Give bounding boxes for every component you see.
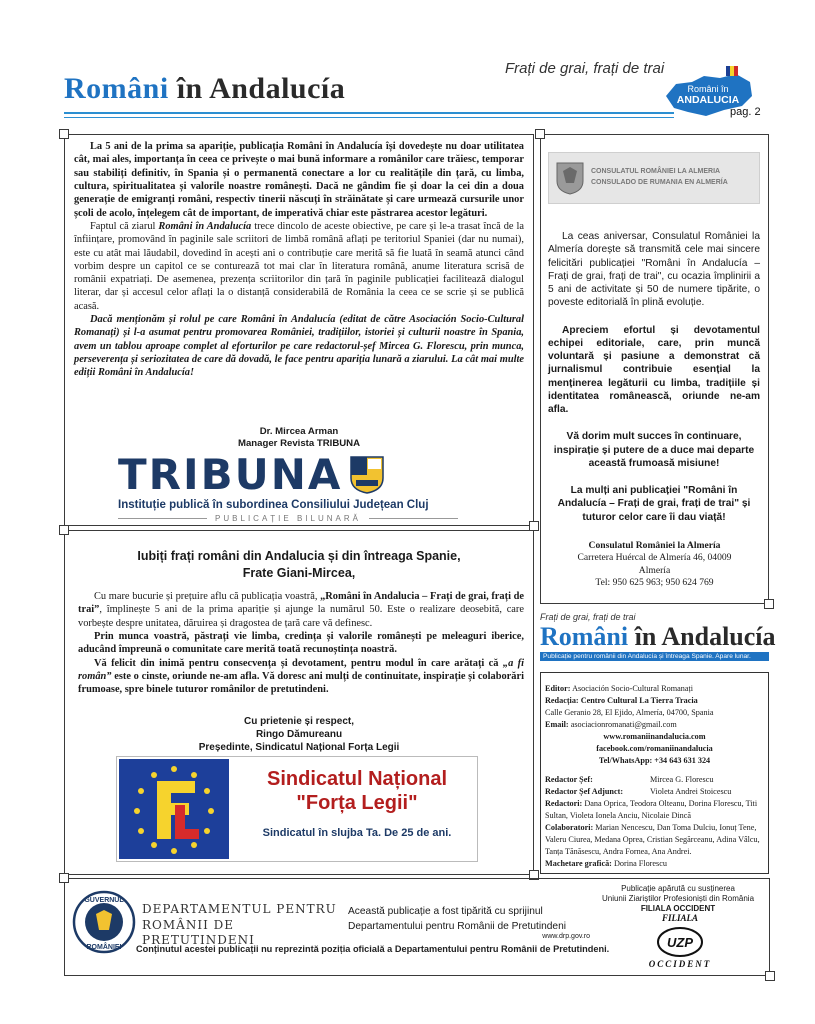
uzp-line1: Publicație apărută cu susținerea xyxy=(621,884,735,893)
sindicat-line1: Sindicatul Național xyxy=(266,768,448,790)
tribuna-p2-em: Români în Andalucía xyxy=(158,220,252,232)
staff-email xyxy=(545,719,764,731)
consulate-sig3: Almería xyxy=(638,564,671,576)
footer-support1: Această publicație a fost tipărită cu sprijinul xyxy=(348,906,543,917)
consulate-text xyxy=(548,230,760,524)
staff-sef-label: Redactor Șef: xyxy=(545,774,593,784)
staff-redactia-label: Redacția: xyxy=(545,695,579,705)
dept-title xyxy=(142,902,342,949)
seal-bottom-text: ROMÂNIEI xyxy=(86,944,122,951)
uzp-logo-bottom: OCCIDENT xyxy=(648,959,712,969)
masthead-title-a: Români xyxy=(540,622,629,651)
sindicat-banner xyxy=(116,756,478,862)
ringo-sig-name: Ringo Dămureanu xyxy=(255,729,343,740)
brand-logo-romani: Români xyxy=(64,72,169,105)
staff-machetare xyxy=(545,858,764,870)
staff-editor-value: Asociación Socio-Cultural Romanați xyxy=(570,684,694,693)
ringo-letter-text xyxy=(78,590,524,697)
staff-email-label: Email: xyxy=(545,719,569,729)
masthead-title xyxy=(540,622,776,652)
ringo-signature xyxy=(64,715,534,754)
tribuna-p2 xyxy=(74,220,524,313)
consulate-p4: La mulți ani publicației "Români în Andalucía – Frați de grai, frați de trai" și tuturor celor care îi dau viață! xyxy=(557,485,751,523)
uzp-line3: FILIALA OCCIDENT xyxy=(640,904,716,913)
page-number: pag. 2 xyxy=(730,106,761,118)
consulate-banner-line1: CONSULATUL ROMÂNIEI LA ALMERIA xyxy=(591,168,721,175)
footer-uzp xyxy=(590,884,766,914)
ringo-closing: Cu prietenie și respect, xyxy=(243,716,355,727)
ringo-title-line1: Iubiți frați români din Andalucia și din întreaga Spanie, xyxy=(137,549,461,563)
tribuna-rule-left xyxy=(118,518,207,519)
staff-sef-value: Mircea G. Florescu xyxy=(650,774,714,784)
ringo-letter-title xyxy=(74,548,524,581)
consulate-sig2: Carretera Huércal de Almería 46, 04009 xyxy=(577,552,732,564)
staff-machetare-value: Dorina Florescu xyxy=(611,858,667,868)
staff-redactori-label: Redactori: xyxy=(545,798,583,808)
consulate-p3: Vă dorim mult succes în continuare, inspirație și putere de a duce mai departe această frumoasă misiune! xyxy=(553,431,755,469)
staff-redactori xyxy=(545,798,764,822)
romanian-government-seal-icon xyxy=(72,890,136,954)
tribuna-p1: La 5 ani de la prima sa apariție, publicația Români în Andalucía își dovedește nu doar utilitatea cât, mai ales, importanța în ceea ce privește o mai bună informare a românilor care trăiesc, temporar sau stabiliți definitiv, în Spania și o permanentă conectare a lor cu realitățile din țară, cu limba, cultura, spiritualitatea și valorile noastre românești. Dacă ne gândim fie și doar la cei din a doua generație de emigranți români, respectiv tinerii născuți în străinătate și care urmează cursurile unor școli de acolo, înțelegem cât de important, de imperativă chiar este păstrarea acestor legături. xyxy=(74,141,524,219)
cluj-coat-of-arms-icon xyxy=(350,456,384,494)
badge-line1: Români în xyxy=(687,84,729,94)
staff-colaboratori-label: Colaboratori: xyxy=(545,822,594,832)
ringo-sig-role: Președinte, Sindicatul Național Forța Legii xyxy=(198,742,400,753)
staff-redactia-value: Centro Cultural La Tierra Tracia xyxy=(578,695,698,705)
ringo-p1-c: , împlinește 5 ani de la prima apariție și ajunge la numărul 50. Este o realizare deosebită, care vorbește despre unitatea, dăruirea și dragostea de țară care vă definesc. xyxy=(78,604,524,629)
masthead-tagline: Frați de grai, frați de trai xyxy=(540,612,636,622)
staff-colaboratori-value: Marian Nencescu, Dan Toma Dulciu, Ionuț Tene, Valeru Ciurea, Medana Oprea, Cristian Segărceanu, Adina Vâlcu, Tanța Tănăsescu, Andra Fornea, Ana Andrei. xyxy=(545,822,760,856)
sindicat-line3: Sindicatul în slujba Ta. De 25 de ani. xyxy=(262,827,452,839)
tribuna-signature xyxy=(64,426,534,451)
header-divider-thin xyxy=(64,117,674,118)
ringo-p1-b: „Români în Andalucia – Frați de grai, frați de trai” xyxy=(78,591,524,616)
sindicat-line2: "Forța Legii" xyxy=(296,792,418,814)
staff-web[interactable]: www.romaniinandalucia.com xyxy=(603,731,706,741)
tribuna-letter-text xyxy=(74,140,524,380)
eu-stars-fl-icon xyxy=(119,759,229,859)
uzp-line2: Uniunii Ziariștilor Profesioniști din România xyxy=(601,894,755,903)
footer-site[interactable]: www.drp.gov.ro xyxy=(542,933,590,940)
tribuna-logo-word: TRIBUNA xyxy=(118,450,343,499)
brand-logo-andalucia: Andalucía xyxy=(209,72,346,105)
brand-logo xyxy=(64,72,345,106)
staff-editor xyxy=(545,683,764,695)
staff-adj-label: Redactor Șef Adjunct: xyxy=(545,786,624,796)
tribuna-p3: Dacă menționăm și rolul pe care Români în Andalucía (editat de către Asociación Socio-Cultural Romanați) și l-a asumat pentru promovarea României, tradițiilor, istoriei și culturii noastre în Spania, avem un tablou aproape complet al eforturilor pe care redactorul-șef Mircea G. Florescu, prin munca, perseverența și seriozitatea de care dă dovadă, le face pentru apariția lunară a ziarului. La cât mai multe ediții Români în Andalucía! xyxy=(74,314,524,379)
ringo-p1-a: Cu mare bucurie și prețuire aflu că publicația voastră, xyxy=(94,591,321,602)
tribuna-sig-role: Manager Revista TRIBUNA xyxy=(237,438,361,450)
staff-editor-label: Editor: xyxy=(545,684,571,693)
consulate-sig1: Consulatul României la Almería xyxy=(588,540,721,551)
seal-top-text: GUVERNUL xyxy=(84,897,124,904)
romania-coat-of-arms-icon xyxy=(555,161,585,195)
staff-colaboratori xyxy=(545,822,764,858)
tribuna-logo-sub: Instituție publică în subordinea Consiliului Județean Cluj xyxy=(118,499,429,511)
staff-redactia xyxy=(545,695,764,707)
dept-line1: DEPARTAMENTUL PENTRU xyxy=(142,902,337,916)
consulate-banner-line2: CONSULADO DE RUMANIA EN ALMERÍA xyxy=(591,178,728,186)
staff-box xyxy=(540,672,769,874)
consulate-banner xyxy=(548,152,760,204)
footer-disclaimer: Conținutul acestei publicații nu reprezintă poziția oficială a Departamentului pentru Românii de Pretutindeni. xyxy=(136,944,610,954)
dept-line2: ROMÂNII DE PRETUTINDENI xyxy=(142,917,255,948)
uzp-logo-top: FILIALA xyxy=(661,913,699,923)
staff-adj-value: Violeta Andrei Stoicescu xyxy=(650,786,732,796)
ringo-p2: Prin munca voastră, păstrați vie limba, credința și valorile românești pe meleaguri iberice, aducând împreună o comunitate care merită toată recunoștința noastră. xyxy=(78,630,524,656)
uzp-logo-mid: UZP xyxy=(667,935,693,950)
tribuna-logo-sub2: PUBLICAȚIE BILUNARĂ xyxy=(215,514,361,523)
tribuna-p2-a: Faptul că ziarul xyxy=(90,220,159,232)
consulate-p2: Apreciem efortul și devotamentul echipei editoriale, care, prin muncă voluntară și pasiune a demonstrat că jurnalismul contribuie esențial la menținerea legăturii cu limba, tradițiile și identitatea românească, oriunde ne-am afla. xyxy=(548,324,760,415)
staff-phone: Tel/WhatsApp: +34 643 631 324 xyxy=(598,755,711,765)
staff-machetare-label: Machetare grafică: xyxy=(545,858,612,868)
masthead-title-b: în xyxy=(628,622,662,651)
ringo-p3 xyxy=(78,657,524,697)
footer-support xyxy=(348,904,608,935)
consulate-sig4: Tel: 950 625 963; 950 624 769 xyxy=(595,577,714,589)
header-tagline: Frați de grai, frați de trai xyxy=(505,60,665,77)
staff-adj xyxy=(545,786,764,798)
ringo-p3-a: Vă felicit din inimă pentru consecvența și devotament, pentru modul în care arătați că xyxy=(94,657,503,669)
badge-line2: ANDALUCIA xyxy=(676,94,740,106)
staff-facebook[interactable]: facebook.com/romaniinandalucia xyxy=(596,743,713,753)
masthead-subtitle: Publicație pentru românii din Andalucía și întreaga Spanie. Apare lunar. xyxy=(540,652,769,661)
masthead xyxy=(540,612,776,670)
staff-sef xyxy=(545,774,764,786)
brand-logo-in: în xyxy=(168,72,210,105)
ringo-p3-b: este o cinste, oriunde ne-am afla. Vă doresc ani mulți de continuitate, inspirație și colaborări frumoase, spre binele tuturor românilor de pretutindeni. xyxy=(78,670,524,696)
tribuna-logo xyxy=(118,450,458,526)
staff-address: Calle Geranio 28, El Ejido, Almería, 04700, Spania xyxy=(545,707,714,717)
tribuna-sig-name: Dr. Mircea Arman xyxy=(259,426,339,437)
staff-redactori-value: Dana Oprica, Teodora Olteanu, Dorina Florescu, Titi Sultan, Violeta Ionela Anciu, Nicolaie Dincă xyxy=(545,798,758,820)
uzp-occident-logo-icon xyxy=(640,912,720,970)
ringo-title-line2: Frate Giani-Mircea, xyxy=(242,565,356,580)
consulate-signature xyxy=(540,540,769,590)
header-divider xyxy=(64,112,674,114)
tribuna-p2-b: trece dincolo de aceste obiective, pe care și le-a trasat încă de la înființare, promovând în paginile sale scriitori de limbă română aflați pe teritoriul Spaniei (dar nu numai), este cu atât mai lăudabil, dovedind în acești ani o contribuție care merită să fie luată în seamă atunci când vorbim despre un capitol ce se conturează tot mai clar în literatura română, anume literatura scrisă de românii expatriați. De asemenea, prezența scriitorilor din țară în paginile publicației facilitează dialogul literar, dar și accesul celor aflați la o distanță considerabilă de România la ceea ce se scrie și se publică acasă. xyxy=(74,220,524,312)
tribuna-rule-right xyxy=(369,518,458,519)
staff-email-value[interactable]: asociacionromanati@gmail.com xyxy=(568,719,677,729)
ringo-p1 xyxy=(78,590,524,630)
footer-support2: Departamentului pentru Românii de Pretutindeni xyxy=(348,921,567,933)
consulate-p1: La ceas aniversar, Consulatul României la Almería dorește să transmită cele mai sincere felicitări publicației "Români în Andalucía – Frați de grai, frați de trai", cu ocazia împlinirii a 5 ani de activitate și 50 de numere tipărite, o poveste editorială în plină evoluție. xyxy=(548,231,760,309)
ringo-p3-em: „a fi român” xyxy=(78,657,524,682)
masthead-title-c: Andalucía xyxy=(661,622,776,651)
